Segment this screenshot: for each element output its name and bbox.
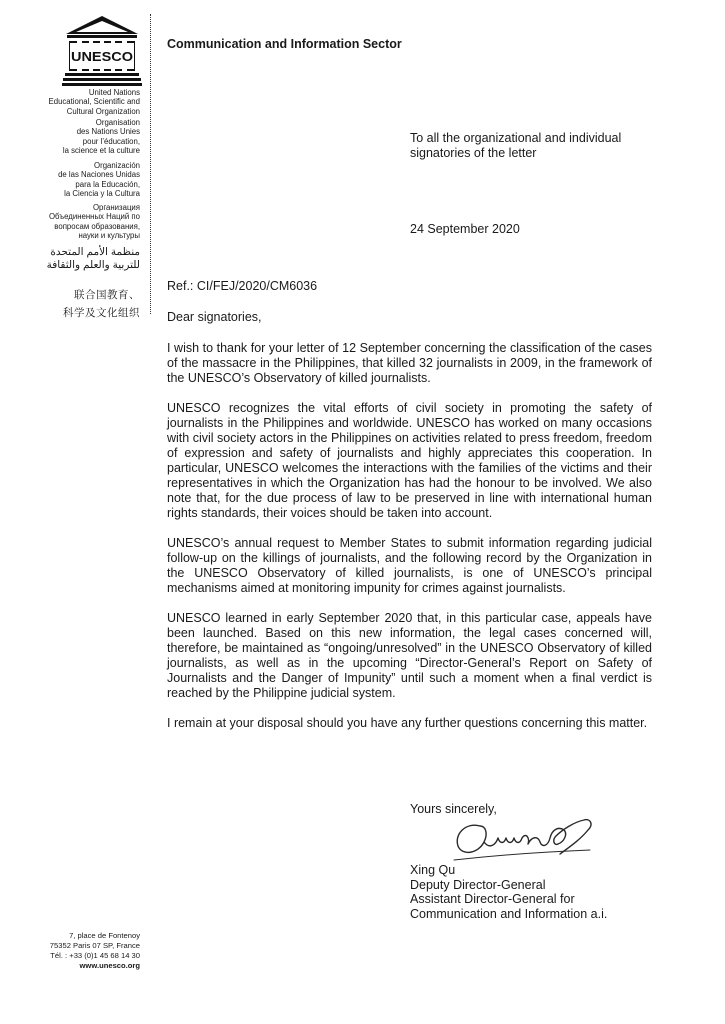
recipients-line: To all the organizational and individual bbox=[410, 131, 622, 145]
org-name-line: de las Naciones Unidas bbox=[58, 170, 140, 180]
org-name-line: Educational, Scientific and bbox=[48, 97, 140, 107]
org-name-line: para la Educación, bbox=[75, 179, 140, 189]
closing-phrase: Yours sincerely, bbox=[410, 802, 497, 816]
body-paragraph: UNESCO learned in early September 2020 that, in this particular case, appeals have been launched. Based on this new information, the legal cases concerned will, therefore, be maintained as “ongoing/unresolved” in the UNESCO Observatory of killed journalists, as well as in the upcoming “Director-General’s Report on Safety of Journalists and the Danger of Impunity” until such a moment when a final verdict is reached by the Philippine judicial system. bbox=[167, 611, 652, 700]
website-link[interactable]: www.unesco.org bbox=[79, 961, 140, 970]
body-paragraph: UNESCO recognizes the vital efforts of civil society in promoting the safety of journalists in the Philippines and worldwide. UNESCO has worked on many occasions with civil society actors in the Philippines on activities related to press freedom, freedom of expression and safety of journalists and highly appreciates this cooperation. In particular, UNESCO welcomes the interactions with the families of the victims and their representatives in which the Organization has had the honour to be involved. We also note that, for the due process of law to be preserved in line with international human rights standards, their voices should be taken into account. bbox=[167, 401, 652, 520]
org-name-line: United Nations bbox=[88, 88, 140, 97]
org-name-line: Organisation bbox=[95, 118, 140, 127]
body-paragraph: I remain at your disposal should you have any further questions concerning this matter. bbox=[167, 716, 648, 730]
sidebar-divider bbox=[150, 14, 151, 314]
org-name-line: Организация bbox=[92, 203, 140, 212]
signatory-title: Communication and Information a.i. bbox=[410, 906, 608, 921]
postal-address bbox=[8, 931, 140, 971]
org-name-english bbox=[8, 88, 140, 116]
org-name-line: la Ciencia y la Cultura bbox=[64, 189, 140, 199]
org-name-line: 联合国教育、 bbox=[74, 289, 140, 301]
org-name-chinese bbox=[8, 286, 140, 322]
org-name-line: 科学及文化组织 bbox=[63, 307, 140, 319]
phone-number: Tél. : +33 (0)1 45 68 14 30 bbox=[50, 951, 140, 960]
salutation: Dear signatories, bbox=[167, 310, 262, 324]
sector-title: Communication and Information Sector bbox=[167, 37, 402, 51]
org-name-french bbox=[8, 118, 140, 156]
address-line: 7, place de Fontenoy bbox=[69, 931, 140, 940]
org-name-line: منظمة الأمم المتحدة bbox=[50, 246, 140, 258]
org-name-russian bbox=[8, 203, 140, 241]
reference-number: Ref.: CI/FEJ/2020/CM6036 bbox=[167, 279, 318, 293]
recipients-line: signatories of the letter bbox=[410, 146, 537, 160]
unesco-logo bbox=[62, 14, 142, 88]
body-paragraph: UNESCO’s annual request to Member States to submit information regarding judicial follow-up on the killings of journalists, and the following record by the Organization in the UNESCO Observatory of killed journalists, is one of UNESCO’s principal mechanisms aimed at monitoring impunity for crimes against journalists. bbox=[167, 536, 652, 595]
org-name-arabic bbox=[8, 246, 140, 272]
letter-body bbox=[167, 341, 652, 746]
signatory-name: Xing Qu bbox=[410, 863, 456, 877]
letter-date: 24 September 2020 bbox=[410, 222, 520, 236]
body-paragraph: I wish to thank for your letter of 12 September concerning the classification of the cases of the massacre in the Philippines, that killed 32 journalists in 2009, in the framework of the UNESCO’s Observatory of killed journalists. bbox=[167, 341, 652, 385]
org-name-line: des Nations Unies bbox=[76, 127, 140, 137]
handwritten-signature bbox=[440, 808, 600, 870]
org-name-line: вопросам образования, bbox=[54, 221, 140, 231]
signatory-title: Assistant Director-General for bbox=[410, 892, 575, 907]
org-name-line: Объединенных Наций по bbox=[48, 212, 140, 222]
svg-text:UNESCO: UNESCO bbox=[71, 49, 133, 64]
org-name-spanish bbox=[8, 161, 140, 199]
org-name-line: науки и культуры bbox=[78, 231, 140, 241]
org-name-line: Cultural Organization bbox=[66, 106, 140, 116]
recipients-block bbox=[410, 131, 710, 161]
org-name-line: pour l’éducation, bbox=[82, 136, 140, 146]
signatory-block bbox=[410, 863, 607, 921]
signatory-title: Deputy Director-General bbox=[410, 877, 546, 892]
org-name-line: la science et la culture bbox=[62, 146, 140, 156]
org-name-line: للتربية والعلم والثقافة bbox=[46, 259, 140, 271]
address-line: 75352 Paris 07 SP, France bbox=[49, 941, 140, 950]
org-name-line: Organización bbox=[94, 161, 140, 170]
